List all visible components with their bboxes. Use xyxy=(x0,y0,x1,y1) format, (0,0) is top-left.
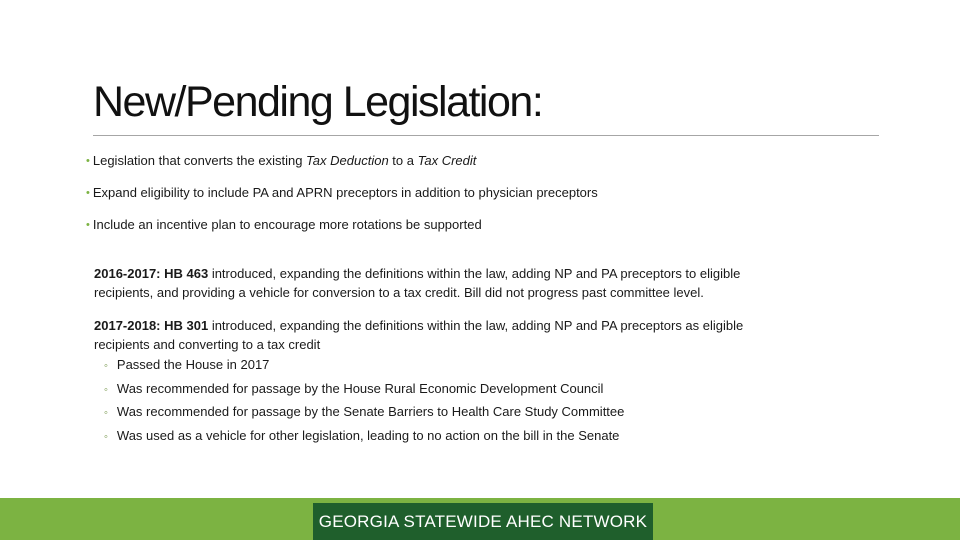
bullet-item xyxy=(86,152,598,184)
title-divider xyxy=(93,135,879,136)
bill-label: 2017-2018: HB 301 xyxy=(94,318,209,333)
bullet-text: Include an incentive plan to encourage more rotations be supported xyxy=(92,217,482,232)
section-line: recipients, and providing a vehicle for conversion to a tax credit. Bill did not progress past committee level. xyxy=(94,285,704,300)
list-item: ◦ Was recommended for passage by the House Rural Economic Development Council xyxy=(104,380,604,396)
section-line: 2017-2018: HB 301 introduced, expanding the definitions within the law, adding NP and PA preceptors as eligible xyxy=(94,318,744,333)
session-2016-2017 xyxy=(94,264,854,302)
list-item: ◦ Was recommended for passage by the Senate Barriers to Health Care Study Committee xyxy=(104,404,625,419)
sub-bullet-list xyxy=(94,354,854,448)
list-item: ◦ Passed the House in 2017 xyxy=(104,357,270,372)
emphasis-text: Tax Credit xyxy=(417,153,477,168)
bill-label: 2016-2017: HB 463 xyxy=(94,266,209,281)
circle-bullet-icon: ◦ xyxy=(104,407,108,419)
list-item: ◦ Was used as a vehicle for other legislation, leading to no action on the bill in the Senate xyxy=(104,427,620,443)
footer-label: GEORGIA STATEWIDE AHEC NETWORK xyxy=(313,503,653,540)
emphasis-text: Tax Deduction xyxy=(306,153,389,168)
circle-bullet-icon: ◦ xyxy=(104,430,108,443)
circle-bullet-icon: ◦ xyxy=(104,383,108,396)
session-2017-2018 xyxy=(94,316,854,448)
section-line: 2016-2017: HB 463 introduced, expanding the definitions within the law, adding NP and PA preceptors to eligible xyxy=(94,266,741,281)
footer-bar xyxy=(0,498,960,540)
bullet-list xyxy=(86,152,598,248)
bullet-dot-icon: • xyxy=(86,219,90,231)
bullet-text: Expand eligibility to include PA and APRN preceptors in addition to physician preceptors xyxy=(92,185,598,200)
bullet-item xyxy=(86,216,598,248)
bullet-item xyxy=(86,184,598,216)
circle-bullet-icon: ◦ xyxy=(104,360,108,372)
bullet-text: Legislation that converts the existing Tax Deduction to a Tax Credit xyxy=(92,153,477,168)
page-title: New/Pending Legislation: xyxy=(93,78,543,126)
bullet-dot-icon: • xyxy=(86,155,90,167)
section-line: recipients and converting to a tax credit xyxy=(94,337,321,352)
bullet-dot-icon: • xyxy=(86,187,90,199)
